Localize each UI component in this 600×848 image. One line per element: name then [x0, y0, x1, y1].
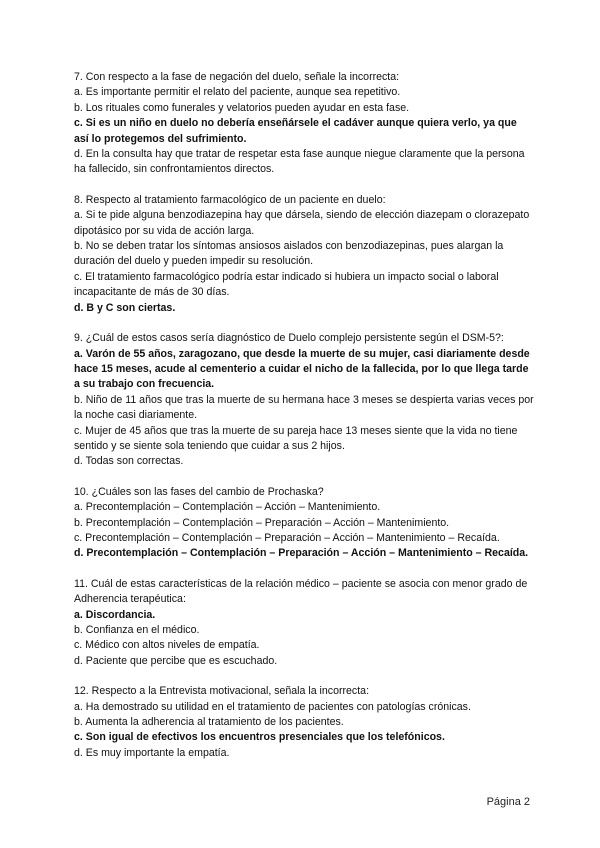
question-stem: 10. ¿Cuáles son las fases del cambio de Prochaska? [74, 485, 324, 498]
option-a: a. Es importante permitir el relato del paciente, aunque sea repetitivo. [74, 86, 401, 99]
question-12 [74, 684, 534, 761]
question-stem: 7. Con respecto a la fase de negación del duelo, señale la incorrecta: [74, 71, 400, 83]
question-stem: 9. ¿Cuál de estos casos sería diagnóstico de Duelo complejo persistente según el DSM-5?: [74, 332, 504, 345]
question-7 [74, 70, 534, 178]
option-c: c. Médico con altos niveles de empatía. [74, 639, 260, 652]
option-b: b. Precontemplación – Contemplación – Preparación – Acción – Mantenimiento. [74, 516, 450, 529]
option-b: b. Niño de 11 años que tras la muerte de su hermana hace 3 meses se despierta varias veces por la noche casi diariamente. [74, 393, 534, 422]
option-c: c. Mujer de 45 años que tras la muerte de su pareja hace 13 meses siente que la vida no tiene sentido y se siente sola teniendo que cuidar a sus 2 hijos. [74, 424, 518, 452]
option-c: c. El tratamiento farmacológico podría estar indicado si hubiera un impacto social o laboral incapacitante de más de 30 días. [74, 270, 499, 299]
option-a-correct: a. Discordancia. [74, 608, 156, 621]
question-10 [74, 485, 534, 562]
option-c-correct: c. Son igual de efectivos los encuentros presenciales que los telefónicos. [74, 731, 445, 744]
option-b: b. Aumenta la adherencia al tratamiento de los pacientes. [74, 716, 344, 729]
questions-list [74, 70, 534, 776]
option-d: d. Todas son correctas. [74, 455, 184, 468]
question-stem: 11. Cuál de estas características de la relación médico – paciente se asocia con menor grado de Adherencia terapéutica: [74, 577, 528, 606]
question-stem: 8. Respecto al tratamiento farmacológico de un paciente en duelo: [74, 193, 386, 206]
option-d: d. Es muy importante la empatía. [74, 746, 230, 759]
option-c: c. Precontemplación – Contemplación – Preparación – Acción – Mantenimiento – Recaída. [74, 531, 500, 544]
page-number: Página 2 [486, 796, 530, 808]
option-b: b. Los rituales como funerales y velatorios pueden ayudar en esta fase. [74, 101, 410, 114]
question-11 [74, 577, 534, 669]
question-8 [74, 193, 534, 316]
question-9 [74, 331, 534, 470]
question-stem: 12. Respecto a la Entrevista motivacional, señala la incorrecta: [74, 685, 370, 698]
option-d-correct: d. Precontemplación – Contemplación – Preparación – Acción – Mantenimiento – Recaída. [74, 547, 529, 560]
option-d: d. En la consulta hay que tratar de respetar esta fase aunque niegue claramente que la persona ha fallecido, sin confrontamientos directos. [74, 148, 525, 176]
option-d: d. Paciente que percibe que es escuchado. [74, 654, 278, 667]
option-a: a. Si te pide alguna benzodiazepina hay que dársela, siendo de elección diazepam o clorazepato dipotásico por su vida de acción larga. [74, 209, 530, 237]
option-d-correct: d. B y C son ciertas. [74, 301, 176, 314]
option-b: b. No se deben tratar los síntomas ansiosos aislados con benzodiazepinas, pues alargan la duración del duelo y pueden impedir su resolución. [74, 240, 504, 268]
option-a-correct: a. Varón de 55 años, zaragozano, que desde la muerte de su mujer, casi diariamente desde hace 15 meses, acude al cementerio a cuidar el nicho de la fallecida, por lo que llega tarde a su trabajo con frecuencia. [74, 347, 530, 391]
option-c-correct: c. Si es un niño en duelo no debería enseñársele el cadáver aunque quiera verlo, ya que así lo protegemos del sufrimiento. [74, 117, 517, 145]
option-a: a. Precontemplación – Contemplación – Acción – Mantenimiento. [74, 501, 381, 514]
option-b: b. Confianza en el médico. [74, 624, 200, 636]
option-a: a. Ha demostrado su utilidad en el tratamiento de pacientes con patologías crónicas. [74, 700, 471, 713]
